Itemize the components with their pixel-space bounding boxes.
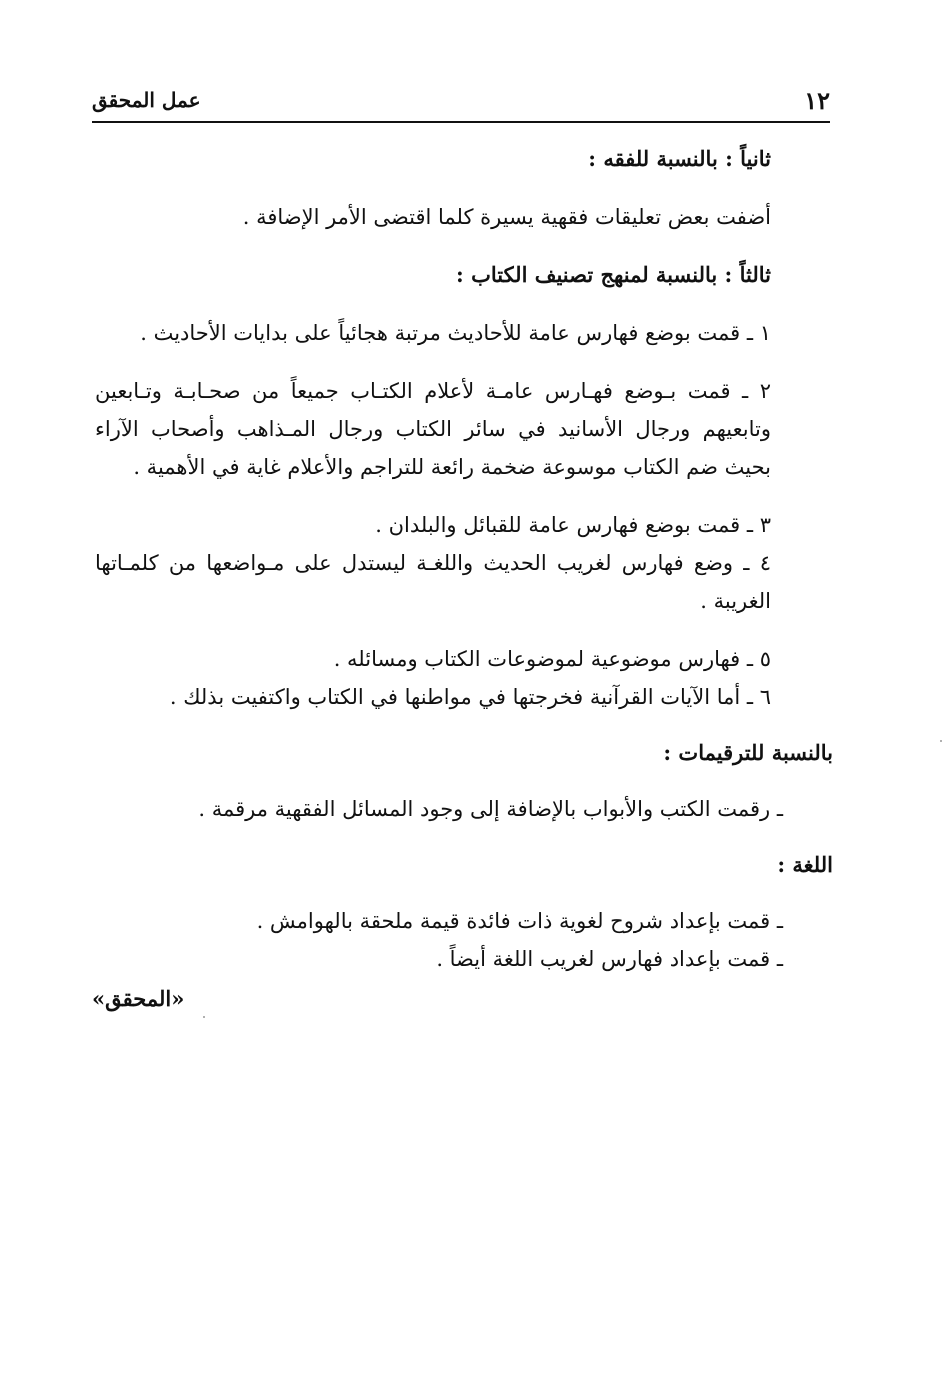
- list-item-1: ١ ـ قمت بوضع فهارس عامة للأحاديث مرتبة هجائياً على بدايات الأحاديث .: [140, 321, 771, 345]
- list-item-5: ٥ ـ فهارس موضوعية لموضوعات الكتاب ومسائله .: [333, 647, 771, 671]
- body-text: [95, 140, 833, 978]
- scan-speck: [203, 1016, 205, 1018]
- signature: «المحقق»: [92, 986, 185, 1011]
- paragraph-jurisprudence: أضفت بعض تعليقات فقهية يسيرة كلما اقتضى الأمر الإضافة .: [242, 205, 771, 229]
- section-heading-methodology: ثالثاً : بالنسبة لمنهج تصنيف الكتاب :: [456, 262, 771, 287]
- scan-speck: [940, 740, 942, 742]
- list-item-3: ٣ ـ قمت بوضع فهارس عامة للقبائل والبلدان .: [375, 513, 771, 537]
- page-header: [92, 84, 830, 120]
- section-heading-jurisprudence: ثانياً : بالنسبة للفقه :: [588, 146, 771, 171]
- language-item-2: ـ قمت بإعداد فهارس لغريب اللغة أيضاً .: [436, 947, 783, 971]
- page-number: ١٢: [804, 86, 830, 115]
- language-item-1: ـ قمت بإعداد شروح لغوية ذات فائدة قيمة ملحقة بالهوامش .: [256, 909, 783, 933]
- section-heading-language: اللغة :: [777, 852, 833, 877]
- list-item-6: ٦ ـ أما الآيات القرآنية فخرجتها في مواطنها في الكتاب واكتفيت بذلك .: [169, 685, 771, 709]
- list-item-4: ٤ ـ وضع فهارس لغريب الحديث واللغـة ليستدل على مـواضعها من كلمـاتها الغريبة .: [95, 551, 771, 613]
- paragraph-numbering: ـ رقمت الكتب والأبواب بالإضافة إلى وجود المسائل الفقهية مرقمة .: [198, 797, 783, 821]
- section-heading-numbering: بالنسبة للترقيمات :: [663, 740, 833, 765]
- header-rule: [92, 121, 830, 123]
- list-item-2: ٢ ـ قمت بـوضع فهـارس عامـة لأعلام الكتـاب جميعاً من صحـابـة وتـابعين وتابعيهم ورجال الأسانيد في سائر الكتاب ورجال المـذاهب وأصحاب الآراء بحيث ضم الكتاب موسوعة ضخمة رائعة للتراجم والأعلام غاية في الأهمية .: [95, 379, 771, 479]
- running-title: عمل المحقق: [92, 88, 201, 112]
